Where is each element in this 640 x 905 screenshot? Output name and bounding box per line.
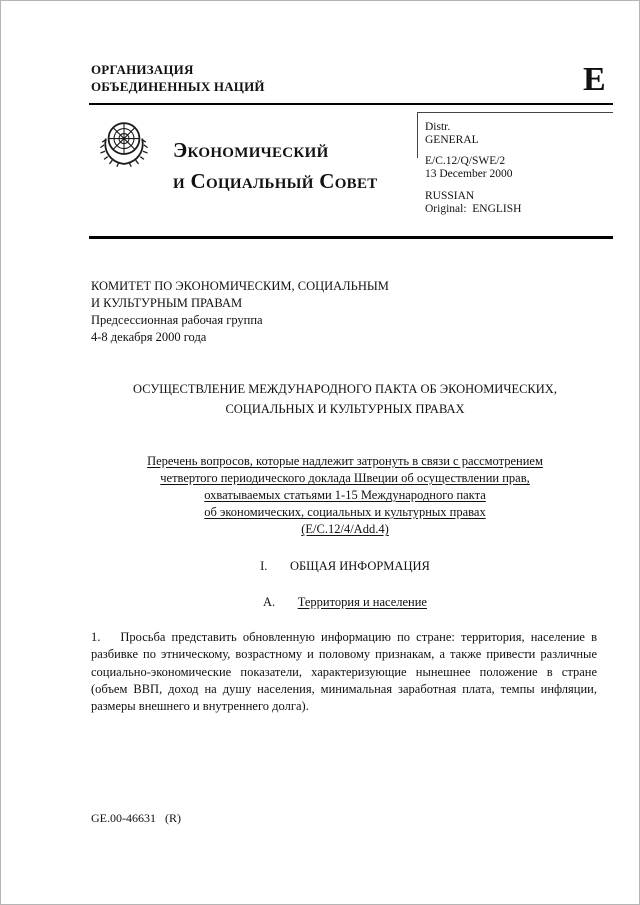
un-emblem-icon	[95, 115, 153, 173]
masthead-vertical-rule	[417, 112, 418, 158]
subsection-letter: A.	[263, 595, 276, 609]
subtitle-line-3: охватываемых статьями 1-15 Международного пакта	[204, 488, 486, 502]
subtitle-line-1: Перечень вопросов, которые надлежит затронуть в связи с рассмотрением	[147, 454, 543, 468]
masthead-horizontal-rule	[417, 112, 613, 113]
org-name-line2: ОБЪЕДИНЕННЫХ НАЦИЙ	[91, 79, 265, 94]
document-title-line1: ОСУЩЕСТВЛЕНИЕ МЕЖДУНАРОДНОГО ПАКТА ОБ ЭКОНОМИЧЕСКИХ,	[133, 382, 557, 396]
original-language: Original: ENGLISH	[425, 203, 522, 215]
top-divider-rule	[89, 103, 613, 105]
paragraph-text: Просьба представить обновленную информацию по стране: территория, население в разбивке по этническому, возрастному и половому признакам, а также привести различные социально-экономические показатели, характеризующие нынешнее положение в стране (объем ВВП, доход на душу населения, минимальная заработная плата, темпы инфляции, размеры внешнего и внутреннего долга).	[91, 630, 597, 714]
subsection-heading	[89, 595, 601, 610]
session-line2: 4-8 декабря 2000 года	[91, 330, 207, 344]
distr-label: Distr.	[425, 121, 451, 133]
document-title-line2: СОЦИАЛЬНЫХ И КУЛЬТУРНЫХ ПРАВАХ	[225, 402, 465, 416]
committee-name-line2: И КУЛЬТУРНЫМ ПРАВАМ	[91, 296, 243, 310]
committee-block	[91, 278, 389, 346]
document-title	[89, 379, 601, 419]
section-heading	[89, 559, 601, 574]
section-number: I.	[260, 559, 268, 573]
document-symbol: E/C.12/Q/SWE/2	[425, 155, 506, 167]
committee-name-line1: КОМИТЕТ ПО ЭКОНОМИЧЕСКИМ, СОЦИАЛЬНЫМ	[91, 279, 389, 293]
distr-value: GENERAL	[425, 134, 479, 146]
session-line1: Предсессионная рабочая группа	[91, 313, 263, 327]
document-language: RUSSIAN	[425, 190, 475, 202]
council-title	[173, 135, 378, 197]
un-organization-name	[91, 61, 265, 95]
subtitle-symbol-line: (E/C.12/4/Add.4)	[301, 522, 389, 536]
org-name-line1: ОРГАНИЗАЦИЯ	[91, 62, 194, 77]
document-series-letter: E	[583, 61, 606, 98]
masthead-bottom-rule	[89, 236, 613, 239]
footer-reference: GE.00-46631 (R)	[91, 811, 181, 825]
subsection-title: Территория и население	[297, 595, 427, 609]
document-date: 13 December 2000	[425, 168, 513, 180]
council-title-line1: Экономический	[173, 138, 329, 162]
paragraph-1	[91, 629, 597, 715]
subtitle-line-4: об экономических, социальных и культурных правах	[204, 505, 486, 519]
document-subtitle	[89, 453, 601, 538]
paragraph-number: 1.	[91, 630, 101, 644]
council-title-line2: и Социальный Совет	[173, 169, 378, 193]
subtitle-line-2: четвертого периодического доклада Швеции об осуществлении прав,	[160, 471, 530, 485]
section-title: ОБЩАЯ ИНФОРМАЦИЯ	[289, 559, 430, 573]
